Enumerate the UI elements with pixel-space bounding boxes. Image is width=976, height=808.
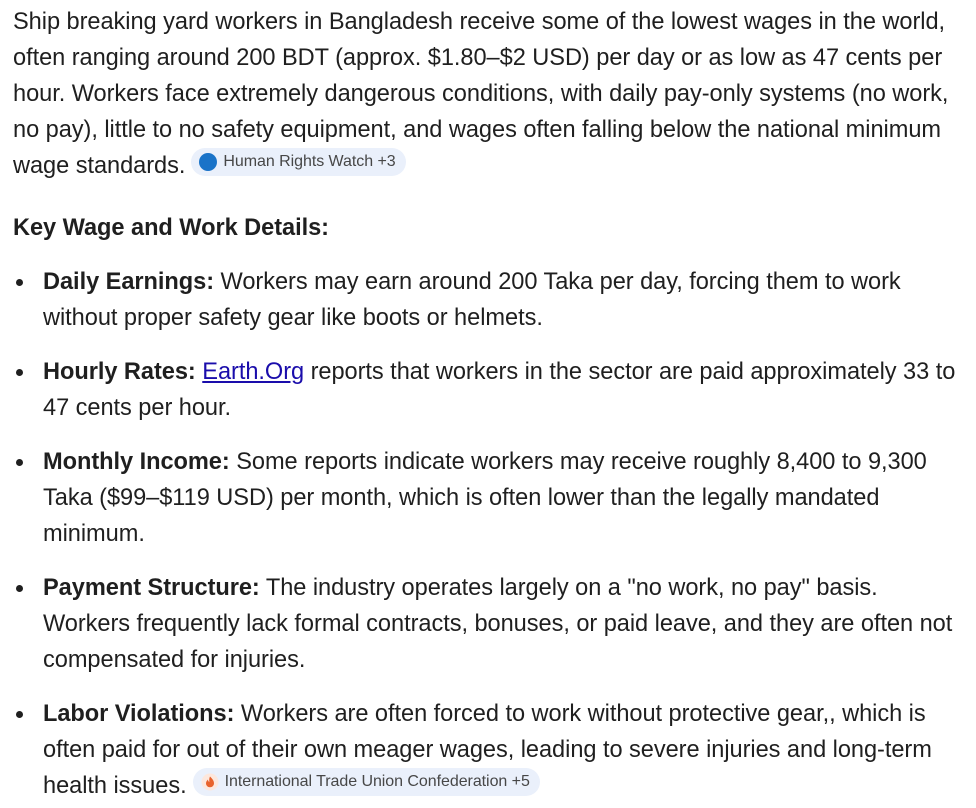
list-item-payment-structure <box>13 570 962 678</box>
intro-text: Ship breaking yard workers in Bangladesh receive some of the lowest wages in the world, often ranging around 200 BDT (approx. $1.80–$2 USD) per day or as low as 47 cents per hour. Workers face extremely dangerous conditions, with daily pay-only systems (no work, no pay), little to no safety equipment, and wages often falling below the national minimum wage standards. <box>13 9 949 179</box>
item-term: Hourly Rates: <box>43 359 196 385</box>
item-term: Labor Violations: <box>43 701 235 727</box>
item-text: reports that workers in the sector are paid approximately 33 to 47 cents per hour. <box>43 359 956 421</box>
flame-icon <box>201 773 219 791</box>
item-text: The industry operates largely on a "no work, no pay" basis. Workers frequently lack formal contracts, bonuses, or paid leave, and they are often not compensated for injuries. <box>43 575 953 673</box>
section-heading: Key Wage and Work Details: <box>13 215 329 241</box>
details-list <box>13 264 962 804</box>
list-item-hourly-rates <box>13 354 962 426</box>
source-chip-label: International Trade Union Confederation +5 <box>224 773 530 790</box>
item-text: Workers may earn around 200 Taka per day, forcing them to work without proper safety gear like boots or helmets. <box>43 269 901 331</box>
source-chip-human-rights-watch[interactable] <box>191 148 405 176</box>
blue-dot-icon <box>199 153 217 171</box>
source-chip-label: Human Rights Watch +3 <box>223 153 396 170</box>
earth-org-link[interactable]: Earth.Org <box>202 359 305 385</box>
source-chip-ituc[interactable] <box>193 768 540 796</box>
item-term: Daily Earnings: <box>43 269 215 295</box>
item-term: Monthly Income: <box>43 449 230 475</box>
list-item-labor-violations <box>13 696 962 804</box>
item-text: Workers are often forced to work without protective gear,, which is often paid for out of their own meager wages, leading to severe injuries and long-term health issues. <box>43 701 932 799</box>
item-term: Payment Structure: <box>43 575 260 601</box>
list-item-monthly-income <box>13 444 962 552</box>
item-text: Some reports indicate workers may receive roughly 8,400 to 9,300 Taka ($99–$119 USD) per month, which is often lower than the legally mandated minimum. <box>43 449 927 547</box>
intro-paragraph <box>13 4 962 184</box>
list-item-daily-earnings <box>13 264 962 336</box>
